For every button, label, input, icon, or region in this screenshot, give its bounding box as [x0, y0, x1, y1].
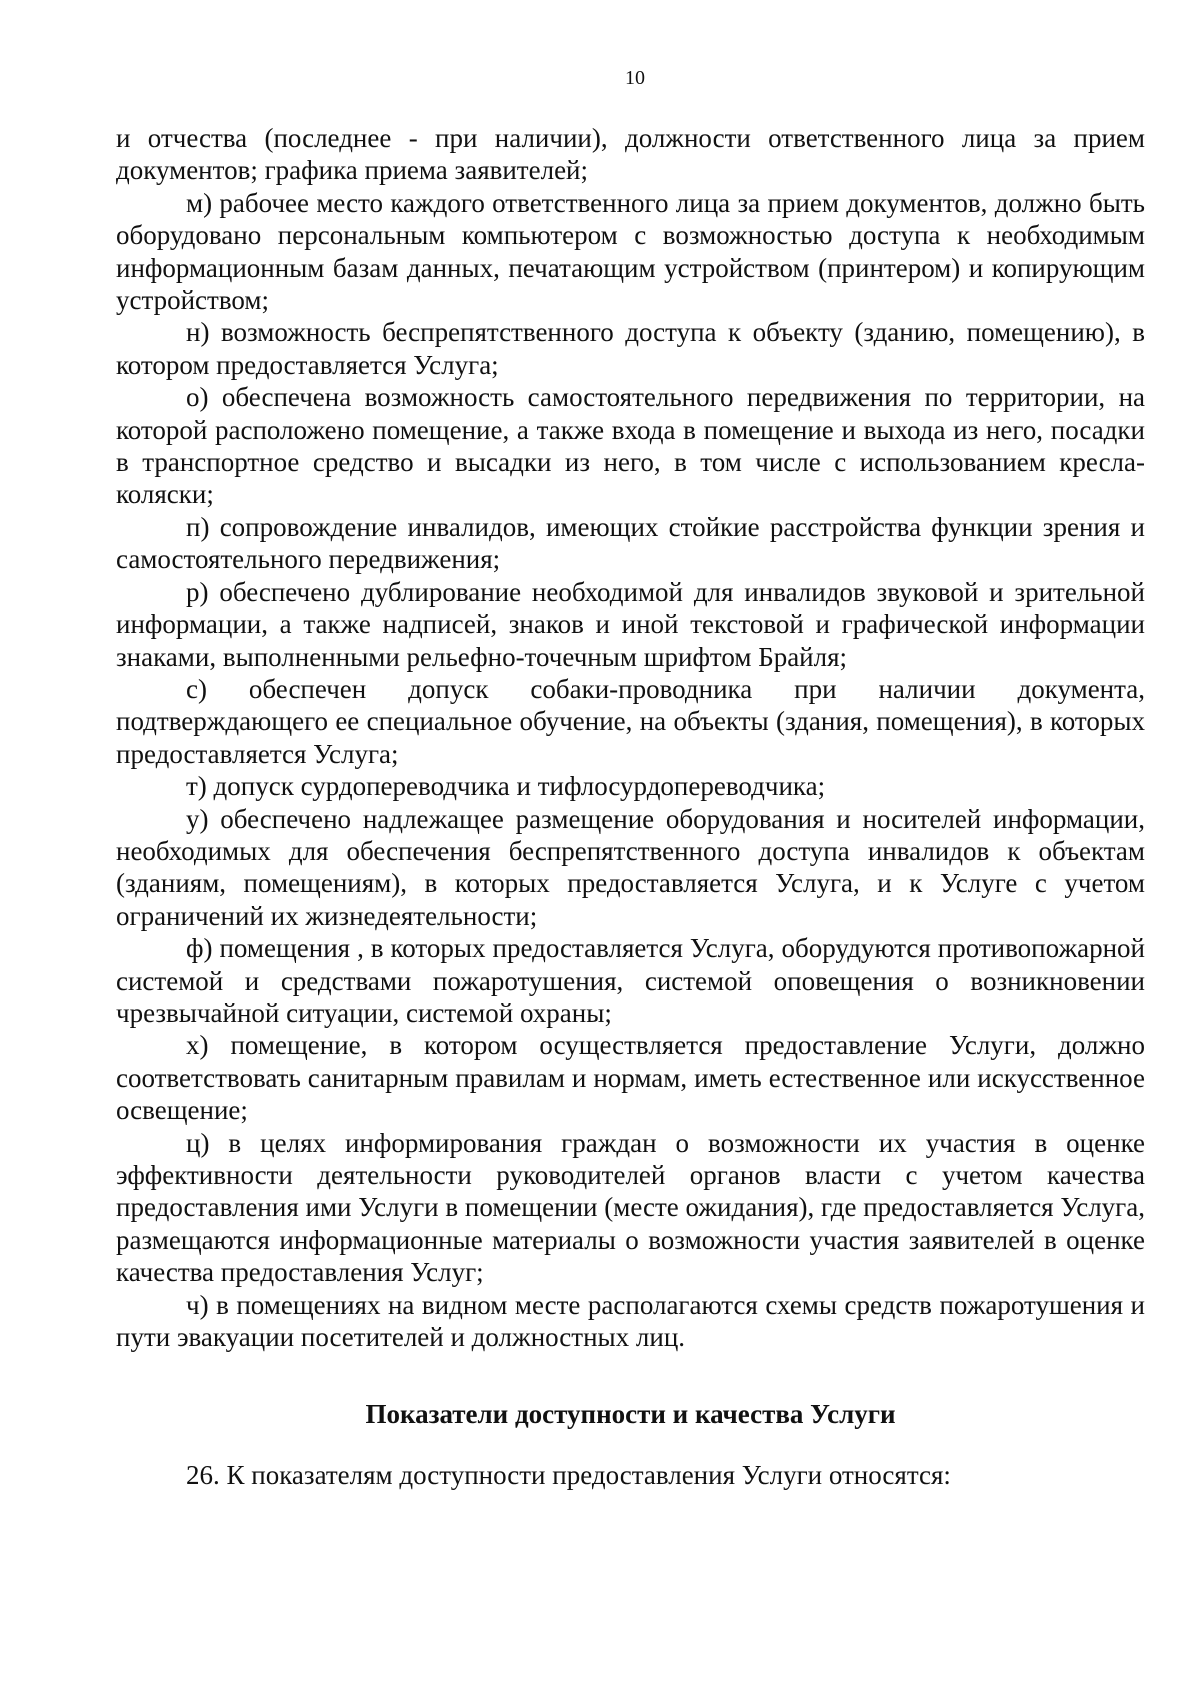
paragraph-item-u: у) обеспечено надлежащее размещение оборудования и носителей информации, необходимых для обеспечения беспрепятственного доступа инвалидов к объектам (зданиям, помещениям), в которых предоставляется Услуга, и к Услуге с учетом ограничений их жизнедеятельности;: [116, 803, 1145, 931]
paragraph-item-r: р) обеспечено дублирование необходимой для инвалидов звуковой и зрительной информации, а также надписей, знаков и иной текстовой и графической информации знаками, выполненными рельефно-точечным шрифтом Брайля;: [116, 576, 1145, 672]
paragraph-item-ch: ч) в помещениях на видном месте располагаются схемы средств пожаротушения и пути эвакуации посетителей и должностных лиц.: [116, 1289, 1145, 1353]
document-body: [116, 122, 1145, 1492]
page-number: 10: [625, 67, 645, 89]
paragraph-item-p: п) сопровождение инвалидов, имеющих стойкие расстройства функции зрения и самостоятельного передвижения;: [116, 511, 1145, 575]
paragraph-item-kh: х) помещение, в котором осуществляется предоставление Услуги, должно соответствовать санитарным правилам и нормам, иметь естественное или искусственное освещение;: [116, 1030, 1145, 1126]
section-heading: Показатели доступности и качества Услуги: [365, 1399, 896, 1430]
paragraph-continuation: и отчества (последнее - при наличии), должности ответственного лица за прием документов; графика приема заявителей;: [116, 123, 1145, 186]
paragraph-item-t: т) допуск сурдопереводчика и тифлосурдопереводчика;: [186, 771, 826, 802]
paragraph-item-f: ф) помещения , в которых предоставляется Услуга, оборудуются противопожарной системой и средствами пожаротушения, системой оповещения о возникновении чрезвычайной ситуации, системой охраны;: [116, 933, 1145, 1028]
paragraph-item-o: о) обеспечена возможность самостоятельного передвижения по территории, на которой расположено помещение, а также входа в помещение и выхода из него, посадки в транспортное средство и высадки из него, в том числе с использованием кресла-коляски;: [116, 382, 1145, 510]
paragraph-item-26: 26. К показателям доступности предоставления Услуги относятся:: [186, 1460, 951, 1491]
paragraph-item-ts: ц) в целях информирования граждан о возможности их участия в оценке эффективности деятельности руководителей органов власти с учетом качества предоставления ими Услуги в помещении (месте ожидания), где предоставляется Услуга, размещаются информационные материалы о возможности участия заявителей в оценке качества предоставления Услуг;: [116, 1127, 1145, 1288]
paragraph-item-m: м) рабочее место каждого ответственного лица за прием документов, должно быть оборудовано персональным компьютером с возможностью доступа к необходимым информационным базам данных, печатающим устройством (принтером) и копирующим устройством;: [116, 187, 1145, 316]
paragraph-item-s: с) обеспечен допуск собаки-проводника при наличии документа, подтверждающего ее специальное обучение, на объекты (здания, помещения), в которых предоставляется Услуга;: [116, 673, 1145, 769]
paragraph-item-n: н) возможность беспрепятственного доступа к объекту (зданию, помещению), в котором предоставляется Услуга;: [116, 317, 1145, 380]
